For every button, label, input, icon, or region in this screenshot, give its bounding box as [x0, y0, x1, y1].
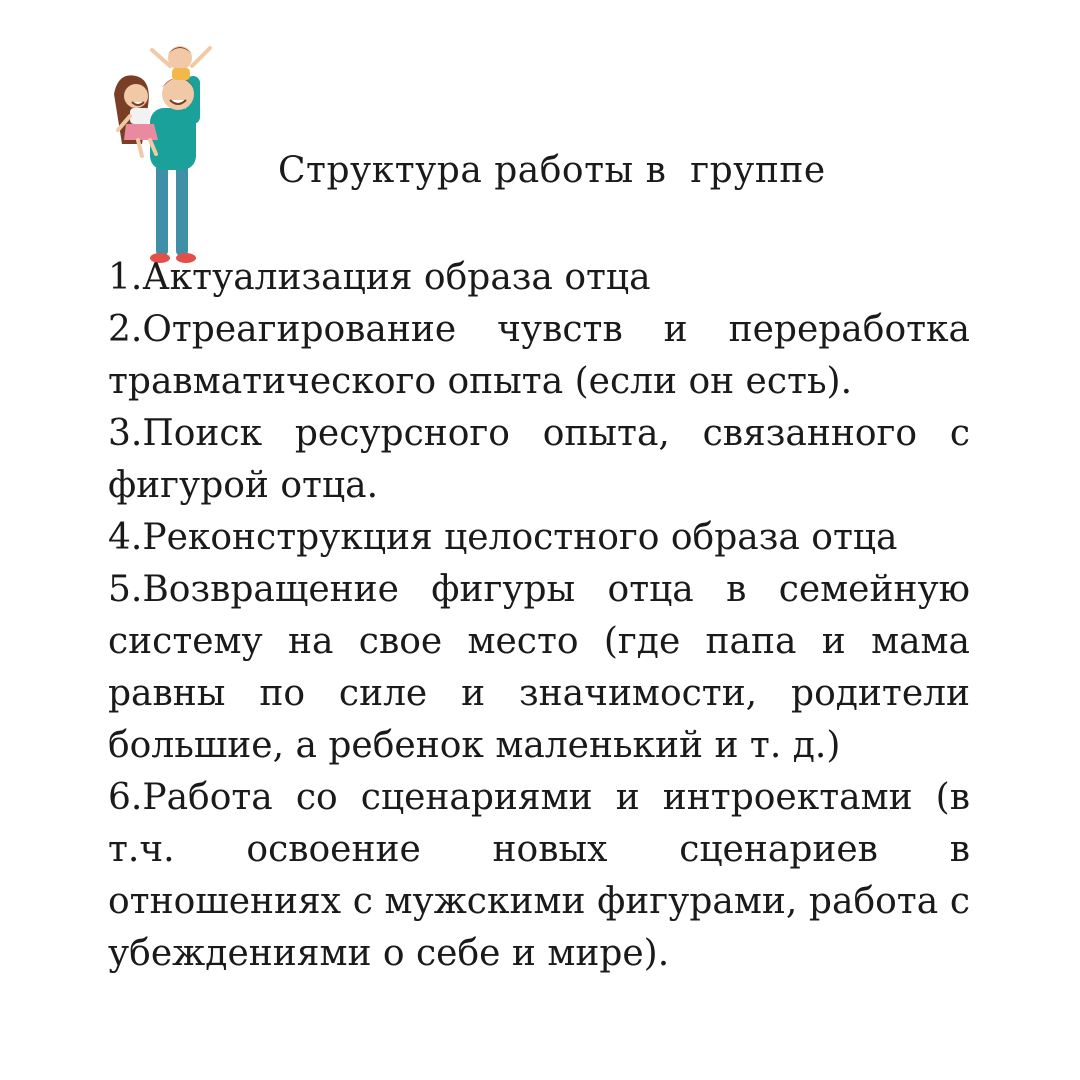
family-icon: [108, 36, 238, 271]
list-item: 2.Отреагирование чувств и переработка травматического опыта (если он есть).: [108, 309, 970, 402]
list-item: 5.Возвращение фигуры отца в семейную систему на свое место (где папа и мама равны по силе и значимости, родители большие, а ребенок маленький и т. д.): [108, 569, 970, 766]
page-title: Структура работы в группе: [278, 150, 826, 191]
steps-list: [108, 252, 970, 980]
list-item: 6.Работа со сценариями и интроектами (в т.ч. освоение новых сценариев в отношениях с мужскими фигурами, работа с убеждениями о себе и мире).: [108, 777, 970, 974]
family-illustration: [108, 36, 238, 271]
list-item: 3.Поиск ресурсного опыта, связанного с фигурой отца.: [108, 413, 970, 506]
list-item: 4.Реконструкция целостного образа отца: [108, 517, 898, 558]
list-item: 1.Актуализация образа отца: [108, 257, 651, 298]
